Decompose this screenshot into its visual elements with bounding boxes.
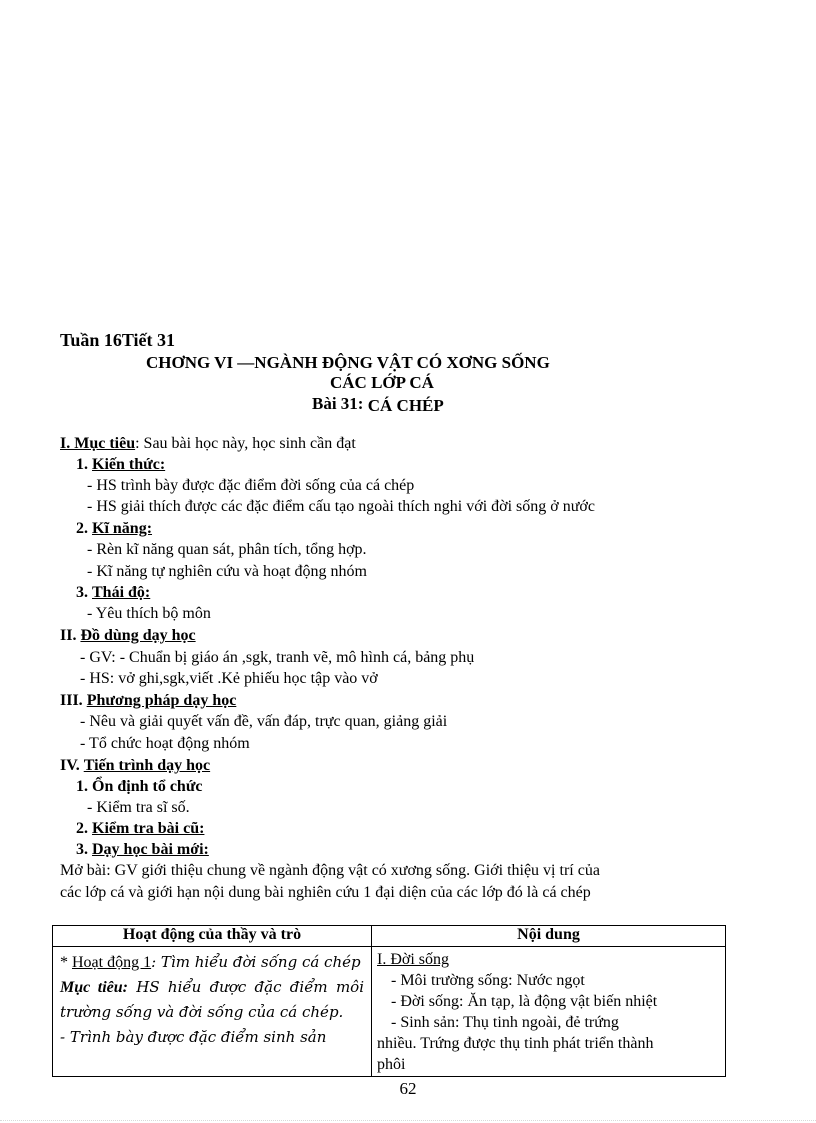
table-row (53, 947, 726, 1077)
attitude-item-1: - Yêu thích bộ môn (87, 605, 211, 622)
right-cell (372, 947, 726, 1077)
knowledge-item-1: - HS trình bày được đặc điểm đời sống của cá chép (87, 477, 415, 494)
chapter-title: CHƠNG VI —NGÀNH ĐỘNG VẬT CÓ XƠNG SỐNG (146, 353, 550, 372)
right-item-5: phôi (377, 1056, 406, 1073)
methods-heading: III. Phương pháp dạy học (60, 692, 237, 709)
right-item-3: - Sinh sản: Thụ tinh ngoài, đẻ trứng (391, 1014, 619, 1031)
materials-hs: - HS: vở ghi,sgk,viết .Kẻ phiếu học tập vào vở (80, 670, 378, 687)
col-header-activities: Hoạt động của thầy và trò (53, 926, 372, 947)
intro-line-2: các lớp cá và giới hạn nội dung bài nghiên cứu 1 đại diện của các lớp đó là cá chép (60, 884, 591, 901)
right-item-4: nhiều. Trứng được thụ tinh phát triển thành (377, 1035, 654, 1052)
week-lesson-heading: Tuần 16Tiết 31 (60, 330, 176, 350)
methods-item-2: - Tổ chức hoạt động nhóm (80, 735, 250, 752)
goal-text: HS hiểu được đặc điểm môi trường sống và đời sống của cá chép. (60, 978, 365, 1021)
activity-1-text: : Tìm hiểu đời sống cá chép (151, 953, 361, 971)
page-number: 62 (399, 1079, 417, 1098)
right-item-2: - Đời sống: Ăn tạp, là động vật biến nhiệt (391, 993, 658, 1010)
goal-label: Mục tiêu: (60, 979, 128, 996)
left-cell-content: * Hoạt động 1: Tìm hiểu đời sống cá chép Mục tiêu: HS hiểu được đặc điểm môi trường sống và đời sống của cá chép. - Trình bày được đặc điểm sinh sản (60, 953, 365, 1046)
left-line: - Trình bày được đặc điểm sinh sản (60, 1028, 327, 1046)
knowledge-heading: 1. Kiến thức: (76, 456, 166, 473)
lesson-name: CÁ CHÉP (367, 396, 444, 415)
activity-1-label: Hoạt động 1 (72, 954, 152, 971)
right-cell-content (373, 948, 724, 1073)
attitude-heading: 3. Thái độ: (76, 584, 151, 601)
lesson-table (52, 925, 726, 1077)
knowledge-item-2: - HS giải thích được các đặc điểm cấu tạo ngoài thích nghi với đời sống ở nước (87, 498, 595, 515)
chapter-subtitle: CÁC LỚP CÁ (330, 373, 434, 392)
objectives-heading: I. Mục tiêu (60, 435, 136, 452)
lesson-title (312, 394, 444, 414)
process-heading: IV. Tiến trình dạy học (60, 757, 211, 774)
table-header-row (53, 926, 726, 947)
step-1-item: - Kiểm tra sĩ số. (87, 799, 190, 816)
step-1-heading: 1. Ổn định tổ chức (76, 778, 203, 795)
skills-item-1: - Rèn kĩ năng quan sát, phân tích, tổng hợp. (87, 541, 367, 558)
page-divider (0, 1120, 816, 1121)
objectives-intro: : Sau bài học này, học sinh cần đạt (135, 435, 356, 452)
objectives-line (60, 435, 356, 453)
methods-item-1: - Nêu và giải quyết vấn đề, vấn đáp, trực quan, giảng giải (80, 713, 448, 730)
step-3-heading: 3. Dạy học bài mới: (76, 841, 209, 858)
materials-heading: II. Đồ dùng dạy học (60, 627, 196, 644)
left-cell (53, 947, 372, 1077)
lesson-label: Bài 31: (312, 394, 364, 413)
life-heading: I. Đời sống (377, 951, 450, 968)
right-item-1: - Môi trường sống: Nước ngọt (391, 972, 585, 989)
step-2-heading: 2. Kiểm tra bài cũ: (76, 820, 205, 837)
skills-item-2: - Kĩ năng tự nghiên cứu và hoạt động nhóm (87, 563, 367, 580)
skills-heading: 2. Kĩ năng: (76, 520, 153, 537)
col-header-content: Nội dung (372, 926, 726, 947)
intro-line-1: Mở bài: GV giới thiệu chung về ngành động vật có xương sống. Giới thiệu vị trí của (60, 862, 600, 879)
materials-gv: - GV: - Chuẩn bị giáo án ,sgk, tranh vẽ, mô hình cá, bảng phụ (80, 649, 475, 666)
